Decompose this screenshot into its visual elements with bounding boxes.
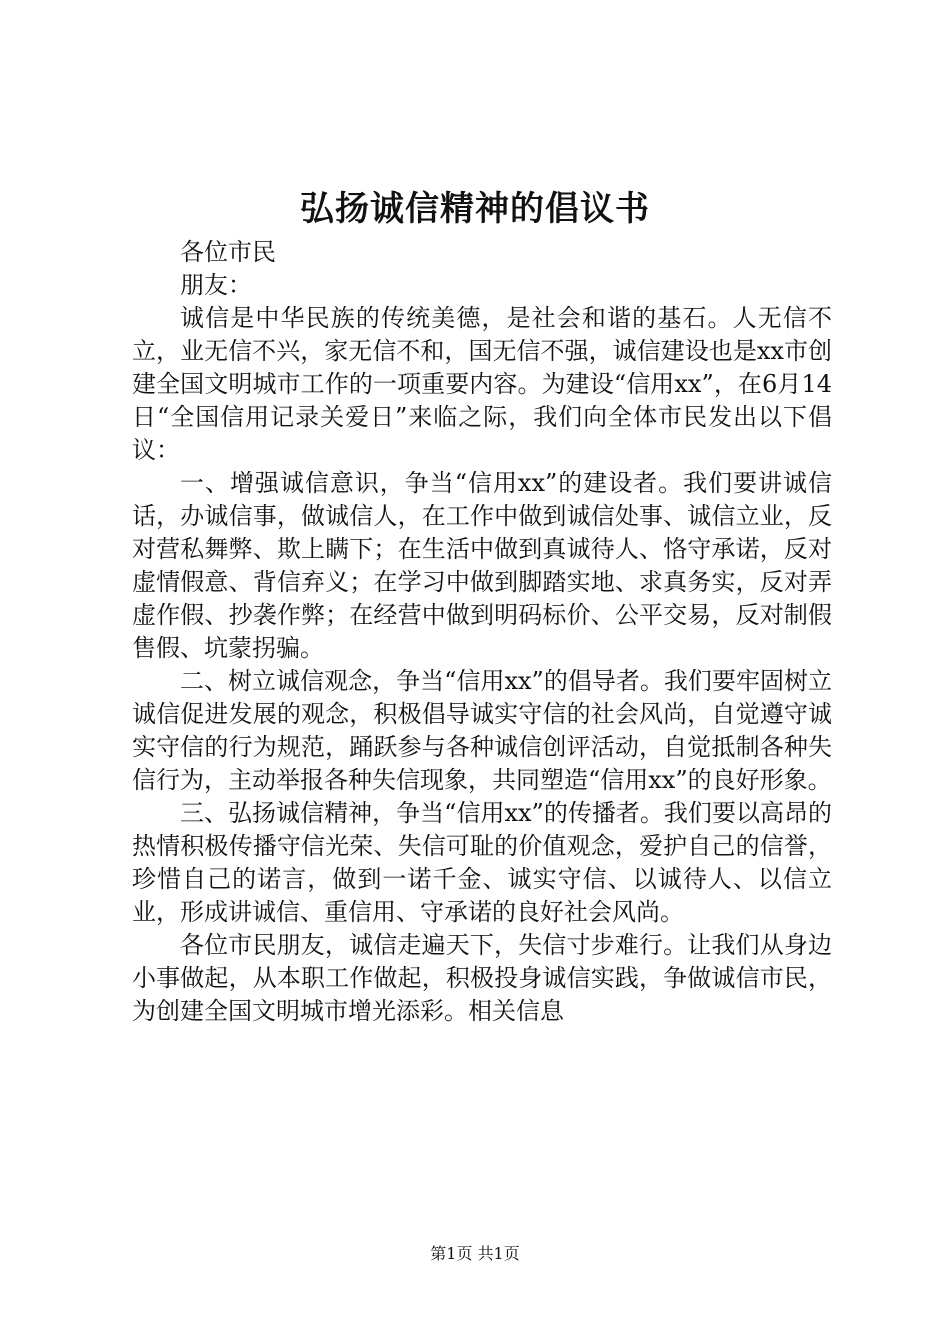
document-title: 弘扬诚信精神的倡议书 (300, 189, 650, 229)
document-body (132, 236, 832, 1028)
paragraph-intro: 诚信是中华民族的传统美德，是社会和谐的基石。人无信不立，业无信不兴，家无信不和，国无信不强，诚信建设也是xx市创建全国文明城市工作的一项重要内容。为建设“信用xx”，在6月14日“全国信用记录关爱日”来临之际，我们向全体市民发出以下倡议： (132, 304, 832, 464)
page-footer: 第1页 共1页 (430, 1244, 520, 1263)
paragraph-closing: 各位市民朋友，诚信走遍天下，失信寸步难行。让我们从身边小事做起，从本职工作做起，积极投身诚信实践，争做诚信市民，为创建全国文明城市增光添彩。相关信息 (132, 931, 832, 1025)
paragraph-point-1: 一、增强诚信意识，争当“信用xx”的建设者。我们要讲诚信话，办诚信事，做诚信人，在工作中做到诚信处事、诚信立业，反对营私舞弊、欺上瞒下；在生活中做到真诚待人、恪守承诺，反对虚情假意、背信弃义；在学习中做到脚踏实地、求真务实，反对弄虚作假、抄袭作弊；在经营中做到明码标价、公平交易，反对制假售假、坑蒙拐骗。 (132, 469, 832, 662)
salutation-line-2: 朋友： (180, 271, 252, 299)
salutation-line-1: 各位市民 (180, 238, 276, 266)
paragraph-point-3: 三、弘扬诚信精神，争当“信用xx”的传播者。我们要以高昂的热情积极传播守信光荣、失信可耻的价值观念，爱护自己的信誉，珍惜自己的诺言，做到一诺千金、诚实守信、以诚待人、以信立业，形成讲诚信、重信用、守承诺的良好社会风尚。 (132, 799, 832, 926)
paragraph-point-2: 二、树立诚信观念，争当“信用xx”的倡导者。我们要牢固树立诚信促进发展的观念，积极倡导诚实守信的社会风尚，自觉遵守诚实守信的行为规范，踊跃参与各种诚信创评活动，自觉抵制各种失信行为，主动举报各种失信现象，共同塑造“信用xx”的良好形象。 (132, 667, 832, 794)
